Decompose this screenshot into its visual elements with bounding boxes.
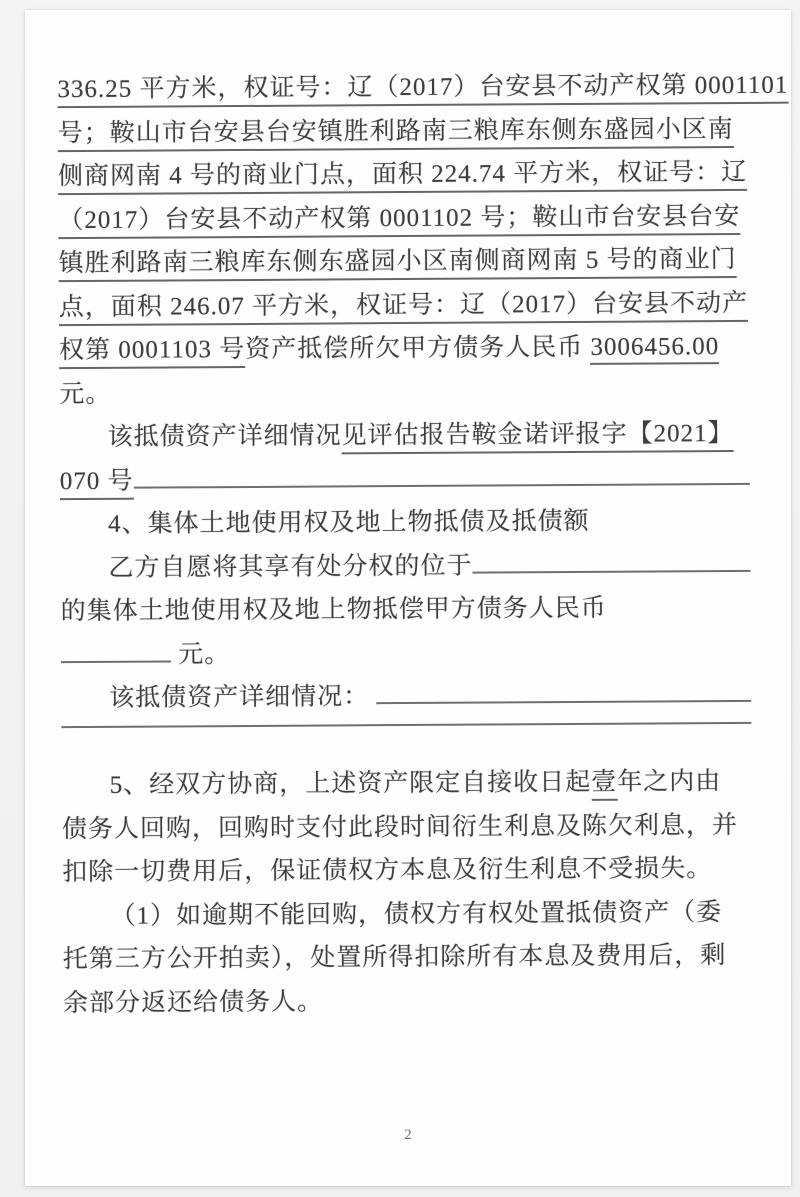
text-line: [62, 761, 752, 809]
text-line: [61, 587, 751, 635]
text-segment: 元。: [170, 640, 231, 668]
text-segment: 债务人回购，回购时支付此段时间衍生利息及陈欠利息，并: [61, 811, 739, 843]
text-segment: 3006456.00: [590, 333, 719, 365]
text-line: [59, 369, 749, 417]
text-segment: 5、经双方协商，上述资产限定自接收日起: [109, 768, 592, 799]
text-line: [59, 326, 749, 374]
text-line: [61, 717, 751, 765]
text-segment: 该抵债资产详细情况：: [109, 683, 377, 712]
text-line: [63, 935, 753, 983]
text-line: [58, 239, 748, 287]
text-line: [60, 456, 750, 504]
text-line: [62, 891, 752, 939]
text-line: [58, 152, 748, 200]
text-segment: 镇胜利路南三粮库东侧东盛园小区南侧商网南 5 号的商业门: [58, 239, 736, 282]
text-segment: 资产抵偿所欠甲方债务人民币: [245, 333, 591, 364]
text-line: [59, 413, 749, 461]
text-line: [62, 848, 752, 896]
text-line: [57, 65, 789, 113]
blank-field: [472, 565, 750, 573]
text-segment: 乙方自愿将其享有处分权的位于: [108, 552, 473, 582]
text-segment: （1）如逾期不能回购，债权方有权处置抵债资产（委: [110, 898, 723, 930]
text-segment: 该抵债资产详细情况: [107, 422, 342, 451]
text-segment: 扣除一切费用后，保证债权方本息及衍生利息不受损失。: [62, 855, 713, 887]
text-line: [62, 804, 752, 852]
text-segment: 336.25 平方米，权证号：辽（2017）台安县不动产权第 0001101: [57, 65, 788, 108]
text-segment: 余部分返还给债务人。: [62, 988, 324, 1017]
text-line: [61, 674, 751, 722]
document-page: [25, 10, 791, 1186]
text-line: [63, 978, 753, 1026]
text-line: [58, 195, 748, 243]
text-segment: 托第三方公开拍卖），处置所得扣除所有本息及费用后，剩: [62, 942, 727, 974]
page-number: 2: [404, 1127, 412, 1143]
text-segment: 点，面积 246.07 平方米，权证号：辽（2017）台安县不动产: [59, 282, 748, 325]
text-line: [60, 500, 750, 548]
text-segment: 的集体土地使用权及地上物抵偿甲方债务人民币: [60, 594, 607, 626]
text-segment: 侧商网南 4 号的商业门点，面积 224.74 平方米，权证号：辽: [58, 152, 747, 195]
text-segment: 权第 0001103 号: [59, 329, 245, 369]
text-segment: 年之内由: [617, 768, 722, 796]
text-line: [59, 282, 749, 330]
text-segment: 070 号: [60, 460, 134, 499]
blank-field: [61, 656, 171, 663]
text-segment: 见评估报告鞍金诺评报字【2021】: [341, 413, 733, 454]
document-body: [25, 8, 797, 1027]
text-segment: 元。: [59, 380, 112, 408]
text-segment: （2017）台安县不动产权第 0001102 号；鞍山市台安县台安: [58, 195, 740, 238]
text-line: [61, 630, 751, 678]
blank-field: [376, 696, 751, 704]
blank-field: [134, 478, 750, 488]
text-segment: 号；鞍山市台安县台安镇胜利路南三粮库东侧东盛园小区南: [58, 109, 734, 152]
text-segment: 壹: [591, 762, 617, 801]
text-line: [58, 108, 748, 156]
text-segment: 4、集体土地使用权及地上物抵债及抵债额: [108, 507, 590, 538]
text-line: [60, 543, 750, 591]
